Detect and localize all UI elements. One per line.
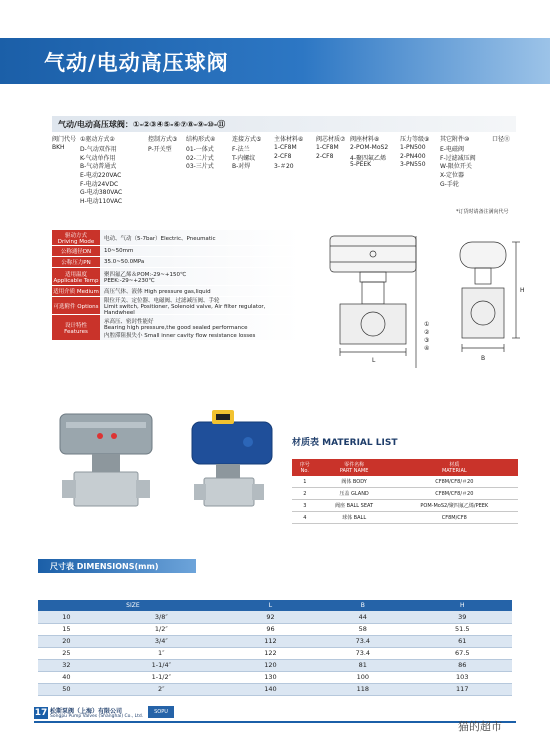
material-row [292,476,518,488]
code-option: 03-三片式 [186,163,214,171]
dimensions-cell: 1/2″ [95,623,228,635]
spec-label [52,286,100,296]
material-header-cn: 序号 [299,462,310,468]
model-code-title: 气动/电动高压球阀：①-②③④⑤-⑥⑦⑧-⑨-⑩-⑪ [52,116,516,132]
material-header-cn: 材质 [449,462,460,468]
material-header-cell [318,459,391,476]
code-option: K-气动单作用 [80,154,116,162]
code-option: 2-PN400 [400,152,426,160]
material-cell: CF8M/CF8 [391,512,518,524]
model-code-options [52,144,516,205]
dimensions-header-cell: SIZE [38,600,228,611]
code-header-cell: 阀门代号 [52,136,77,143]
product-photos [52,400,282,518]
code-option: T-内螺纹 [232,154,256,162]
code-option: F-电动24VDC [80,180,119,188]
code-option: 1-PN500 [400,144,426,151]
material-cell: 阀体 BODY [318,476,391,488]
code-option: B-对焊 [232,163,251,171]
page-header [0,38,550,84]
drawing-part-label: ④ [424,345,430,352]
spec-row [52,315,300,341]
dimensions-title: 尺寸表 DIMENSIONS(mm) [38,559,196,573]
spec-value [100,268,300,285]
spec-value-line: PEEK:-29~+230℃ [104,277,155,284]
dimensions-cell: 130 [228,671,313,683]
code-option: 02-二片式 [186,154,214,162]
spec-table [52,230,300,341]
code-option-row [52,161,516,170]
dimensions-header-cell: B [313,600,412,611]
dimensions-cell: 120 [228,659,313,671]
spec-row [52,246,300,257]
spec-label [52,257,100,267]
dimensions-cell: 117 [413,683,512,695]
code-option: 2-CF8 [274,152,292,160]
spec-value-line: 35.0~50.0MPa [104,259,145,265]
spec-label-en: Features [64,328,88,335]
spec-value-line: 承高压、密封性能好 [104,318,154,325]
dimensions-cell: 73.4 [313,635,412,647]
spec-row [52,268,300,286]
code-option: 2-CF8 [316,152,334,160]
material-row [292,500,518,512]
dimensions-cell: 51.5 [413,623,512,635]
valve-technical-drawing [312,228,527,378]
dimensions-cell: 1-1/2″ [95,671,228,683]
code-option-row [52,196,516,205]
code-option: 4-聚四氟乙烯 [350,154,386,162]
spec-label-en: Applicable Temp [53,277,99,284]
spec-value [100,315,300,340]
dimensions-cell: 58 [313,623,412,635]
dimensions-cell: 39 [413,611,512,623]
code-option: H-电动110VAC [80,198,123,206]
code-option-row [52,170,516,179]
dimensions-row [38,635,512,647]
dimensions-cell: 32 [38,659,95,671]
code-option: 5-PEEK [350,161,372,169]
material-cell: CF8M/CF8/＃20 [391,476,518,488]
material-cell: CF8M/CF8/＃20 [391,488,518,500]
spec-label [52,315,100,340]
code-option: 3-＃20 [274,163,294,171]
code-header-cell: 阀座材料⑧ [350,136,380,143]
spec-label-cn: 适用介质 Medium [53,289,99,295]
dimensions-header-cell: L [228,600,313,611]
code-header-cell: 其它附件⑩ [440,136,470,143]
dimensions-cell: 122 [228,647,313,659]
dimensions-row [38,671,512,683]
code-option: BKH [52,144,65,151]
dimensions-cell: 112 [228,635,313,647]
page-title: 气动/电动高压球阀 [44,51,229,75]
drawing-part-label: ② [424,329,430,336]
code-header-cell: 连接方式⑤ [232,136,262,143]
dimensions-cell: 1″ [95,647,228,659]
dimensions-cell: 73.4 [313,647,412,659]
material-header-row [292,459,518,476]
code-option: 3-PN550 [400,161,426,169]
spec-label-cn: 公称压力PN [61,260,91,266]
dimensions-header-row [38,600,512,611]
material-header-en: PART NAME [339,468,369,474]
order-note: *订货时请备注满向代号 [456,209,509,215]
code-option: P-开关型 [148,146,172,153]
spec-value [100,246,300,256]
spec-value-line: 限位开关、定位器、电磁阀、过滤减压阀、手轮 [104,297,220,304]
dimensions-cell: 140 [228,683,313,695]
material-row [292,488,518,500]
code-option-row [52,187,516,196]
spec-value [100,257,300,267]
code-option: 01-一体式 [186,146,214,153]
material-header-cell [292,459,318,476]
company-logo: SOPU [148,706,174,718]
page-number: 17 [34,708,48,718]
dimensions-cell: 25 [38,647,95,659]
material-header-en: No. [300,468,309,474]
material-cell: 球体 BALL [318,512,391,524]
dimensions-cell: 100 [313,671,412,683]
spec-row [52,257,300,268]
dimensions-cell: 92 [228,611,313,623]
code-header-cell: 主体材料⑥ [274,136,304,143]
dimensions-cell: 86 [413,659,512,671]
spec-row [52,297,300,315]
material-row [292,512,518,524]
dimensions-cell: 118 [313,683,412,695]
spec-label [52,230,100,245]
code-option: F-过滤减压阀 [440,154,476,162]
code-option: F-法兰 [232,146,250,153]
company-name-en: Songpu Pump Valves (Shanghai) Co., Ltd. [50,714,144,719]
dimensions-cell: 44 [313,611,412,623]
dimensions-cell: 67.5 [413,647,512,659]
spec-label [52,246,100,256]
material-table [292,459,518,524]
dimensions-cell: 20 [38,635,95,647]
code-option: G-手轮 [440,180,459,188]
footer-divider [34,721,516,723]
spec-label [52,268,100,285]
spec-value [100,230,300,245]
spec-label-cn: 设计特性 [64,322,87,329]
dimensions-cell: 40 [38,671,95,683]
dimensions-cell: 3/8″ [95,611,228,623]
spec-value-line: 10~50mm [104,248,134,254]
code-header-cell: 结构形式④ [186,136,216,143]
material-cell: 1 [292,476,318,488]
code-option: X-定位器 [440,172,464,180]
spec-value-line: 内腔滞阻损失小 Small inner cavity flow resistance losses [104,332,256,339]
material-header-en: MATERIAL [441,468,467,474]
spec-value-line: 电动、气动（5-7bar）Electric、Pneumatic [104,235,216,242]
code-option: D-气动双作用 [80,146,117,153]
spec-value-line: Limit switch, Positioner, Solenoid valve, Air filter regulator, Handwheel [104,303,266,316]
spec-value [100,297,300,314]
material-cell: 3 [292,500,318,512]
drawing-dimension-label: L [372,357,376,364]
spec-label [52,297,100,314]
dimensions-cell: 61 [413,635,512,647]
material-cell: 2 [292,488,318,500]
code-header-cell: ①驱动方式② [80,136,115,143]
wechat-watermark: 猫的超市 [458,720,502,733]
dimensions-cell: 50 [38,683,95,695]
code-option: G-电动380VAC [80,189,123,197]
pneumatic-valve-photo [60,414,152,506]
dimensions-header-cell: H [413,600,512,611]
dimensions-row [38,611,512,623]
spec-value-line: 高压气体、液体 High pressure gas,liquid [104,289,211,295]
dimensions-cell: 103 [413,671,512,683]
spec-row [52,230,300,246]
drawing-part-label: ③ [424,337,430,344]
material-cell: 4 [292,512,318,524]
code-option: E-电磁阀 [440,146,464,153]
code-option: B-气动普通式 [80,163,117,171]
spec-value [100,286,300,296]
code-option: E-电动220VAC [80,172,122,180]
code-header-cell: 阀芯材质⑦ [316,136,346,143]
code-option: 2-POM-MoS2 [350,144,389,151]
code-option: 1-CF8M [316,144,339,151]
drawing-dimension-label: H [520,287,525,294]
dimensions-row [38,623,512,635]
code-option-row [52,153,516,162]
dimensions-table [38,600,512,696]
model-code-headers [52,134,516,144]
company-name: 松斯泵阀（上海）有限公司 [50,708,123,715]
material-cell: 压盖 GLAND [318,488,391,500]
dimensions-cell: 1-1/4″ [95,659,228,671]
spec-label-cn: 驱动方式 [64,232,87,239]
code-option: W-限位开关 [440,163,472,171]
material-cell: POM-MoS2/聚四氟乙烯/PEEK [391,500,518,512]
spec-label-cn: 公称通径DN [60,249,92,255]
material-header-cell [391,459,518,476]
code-header-cell: 压力等级⑨ [400,136,430,143]
drawing-part-label: ① [424,321,430,328]
spec-label-en: Driving Mode [57,238,95,245]
dimensions-cell: 81 [313,659,412,671]
dimensions-row [38,647,512,659]
code-option: 1-CF8M [274,144,297,151]
dimensions-cell: 10 [38,611,95,623]
dimensions-cell: 3/4″ [95,635,228,647]
material-header-cn: 零件名称 [344,462,365,468]
electric-valve-photo [192,410,272,506]
code-header-cell: 口径⑪ [492,136,511,143]
code-header-cell: 控制方式③ [148,136,178,143]
dimensions-row [38,659,512,671]
code-option-row [52,144,516,153]
spec-label-cn: 可选附件 Options [53,303,99,310]
spec-value-line: Bearing high pressure,the good sealed performance [104,324,248,331]
dimensions-cell: 96 [228,623,313,635]
spec-label-cn: 适用温度 [64,271,87,278]
dimensions-row [38,683,512,695]
dimensions-cell: 2″ [95,683,228,695]
dimensions-cell: 15 [38,623,95,635]
code-option-row [52,179,516,188]
material-cell: 阀座 BALL SEAT [318,500,391,512]
material-list-title: 材质表 MATERIAL LIST [292,438,398,448]
spec-value-line: 聚四氟乙烯＆POM:-29~+150℃ [104,271,187,278]
drawing-dimension-label: B [481,355,486,362]
